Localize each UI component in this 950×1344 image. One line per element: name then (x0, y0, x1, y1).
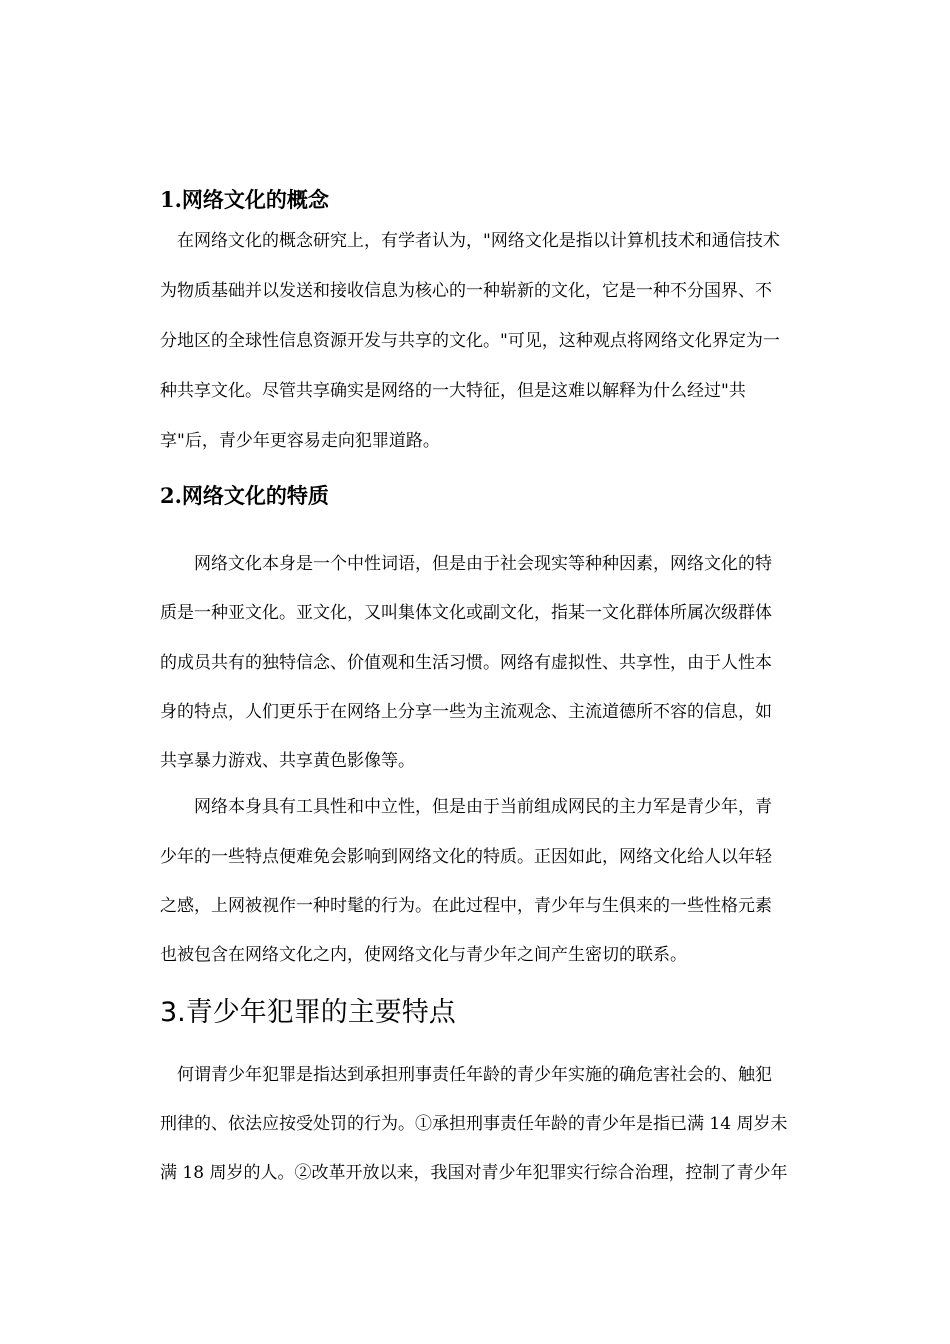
section-3-line: 何谓青少年犯罪是指达到承担刑事责任年龄的青少年实施的确危害社会的、触犯 (160, 1065, 772, 1085)
section-1-line: 种共享文化。尽管共享确实是网络的一大特征，但是这难以解释为什么经过"共 (160, 381, 746, 401)
section-2-paragraph-1-line: 网络文化本身是一个中性词语，但是由于社会现实等种种因素，网络文化的特 (160, 554, 772, 574)
section-1-line: 为物质基础并以发送和接收信息为核心的一种崭新的文化，它是一种不分国界、不 (160, 281, 772, 301)
section-1-line: 享"后，青少年更容易走向犯罪道路。 (160, 431, 440, 451)
section-1-heading: 1.网络文化的概念 (160, 187, 329, 212)
section-1-line: 在网络文化的概念研究上，有学者认为，"网络文化是指以计算机技术和通信技术 (160, 231, 780, 251)
section-2-paragraph-2-line: 也被包含在网络文化之内，使网络文化与青少年之间产生密切的联系。 (160, 945, 687, 965)
section-2-paragraph-2-line: 少年的一些特点便难免会影响到网络文化的特质。正因如此，网络文化给人以年轻 (160, 847, 772, 867)
section-1-line: 分地区的全球性信息资源开发与共享的文化。"可见，这种观点将网络文化界定为一 (160, 331, 780, 351)
section-3-line: 刑律的、依法应按受处罚的行为。①承担刑事责任年龄的青少年是指已满 14 周岁未 (160, 1114, 788, 1134)
section-3-heading: 3.青少年犯罪的主要特点 (160, 997, 456, 1028)
section-2-paragraph-1-line: 身的特点，人们更乐于在网络上分享一些为主流观念、主流道德所不容的信息，如 (160, 702, 772, 722)
section-3-line: 满 18 周岁的人。②改革开放以来，我国对青少年犯罪实行综合治理，控制了青少年 (160, 1163, 788, 1183)
section-2-paragraph-1-line: 质是一种亚文化。亚文化，又叫集体文化或副文化，指某一文化群体所属次级群体 (160, 603, 772, 623)
section-2-paragraph-1-line: 的成员共有的独特信念、价值观和生活习惯。网络有虚拟性、共享性，由于人性本 (160, 653, 772, 673)
section-2-paragraph-1-line: 共享暴力游戏、共享黄色影像等。 (160, 751, 415, 771)
section-2-heading: 2.网络文化的特质 (160, 483, 329, 508)
section-2-paragraph-2-line: 网络本身具有工具性和中立性，但是由于当前组成网民的主力军是青少年，青 (160, 797, 772, 817)
section-2-paragraph-2-line: 之感，上网被视作一种时髦的行为。在此过程中，青少年与生俱来的一些性格元素 (160, 896, 772, 916)
